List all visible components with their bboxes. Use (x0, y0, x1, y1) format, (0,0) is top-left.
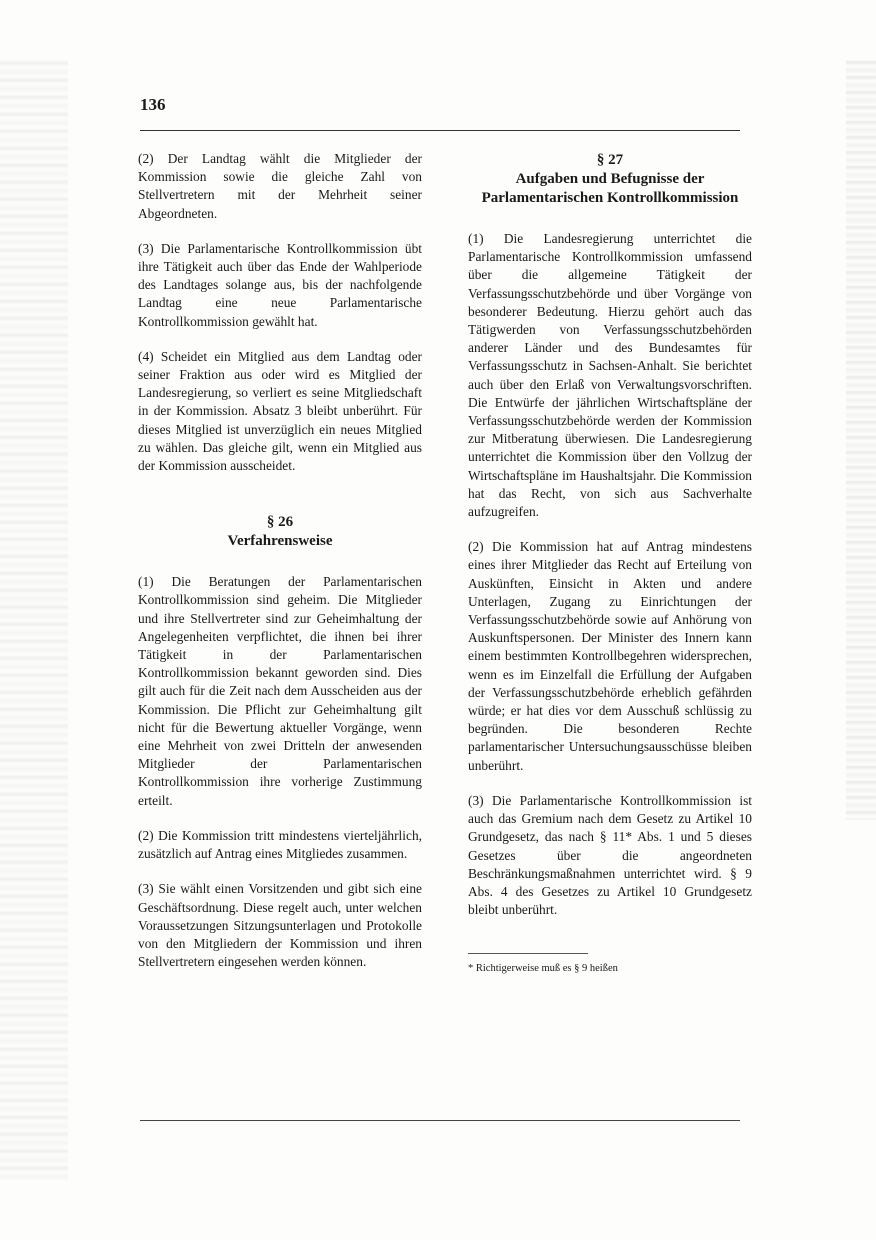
paragraph-27-3: (3) Die Parlamentarische Kontrollkommission ist auch das Gremium nach dem Gesetz zu Artikel 10 Grundgesetz, das nach § 11* Abs. 1 und 5 dieses Gesetzes über die angeordneten Beschränkungsmaßnahmen unterrichtet wird. § 9 Abs. 4 des Gesetzes zu Artikel 10 Grundgesetz bleibt unberührt. (468, 792, 752, 918)
paragraph-26-2: (2) Die Kommission tritt mindestens vierteljährlich, zusätzlich auf Antrag eines Mitgliedes zusammen. (138, 827, 422, 862)
page-number: 136 (140, 95, 166, 114)
paragraph-25-4: (4) Scheidet ein Mitglied aus dem Landtag oder seiner Fraktion aus oder wird es Mitglied der Landesregierung, so verliert es seine Mitgliedschaft in der Kommission. Absatz 3 bleibt unberührt. Für dieses Mitglied ist unverzüglich ein neues Mitglied zu wählen. Das gleiche gilt, wenn ein Mitglied aus der Kommission ausscheidet. (138, 348, 422, 474)
paragraph-25-2: (2) Der Landtag wählt die Mitglieder der Kommission sowie die gleiche Zahl von Stellvertretern mit der Mehrheit seiner Abgeordneten. (138, 151, 422, 221)
section-27-title: Aufgaben und Befugnisse der Parlamentarischen Kontrollkommission (481, 171, 739, 206)
paragraph-26-1: (1) Die Beratungen der Parlamentarischen Kontrollkommission sind geheim. Die Mitglieder und ihre Stellvertreter sind zur Geheimhaltung der Angelegenheiten verpflichtet, die ihnen bei ihrer Tätigkeit in der Parlamentarischen Kontrollkommission bekannt geworden sind. Dies gilt auch für die Zeit nach dem Ausscheiden aus der Kommission. Die Pflicht zur Geheimhaltung gilt nicht für die Bewertung aktueller Vorgänge, wenn eine Mehrheit von zwei Dritteln der anwesenden Mitglieder der Parlamentarischen Kontrollkommission ihre vorherige Zustimmung erteilt. (138, 574, 422, 808)
footer-rule (140, 1120, 740, 1121)
paragraph-25-3: (3) Die Parlamentarische Kontrollkommission übt ihre Tätigkeit auch über das Ende der Wahlperiode des Landtages solange aus, bis der nachfolgende Landtag eine neue Parlamentarische Kontrollkommission gewählt hat. (138, 240, 422, 329)
scan-edge-right (846, 60, 876, 820)
spacer (138, 492, 422, 512)
section-26-heading (138, 512, 422, 551)
section-27-heading (468, 150, 752, 208)
section-27-number: § 27 (596, 152, 624, 168)
footnote: * Richtigerweise muß es § 9 heißen (468, 963, 618, 975)
scan-edge-left (0, 60, 68, 1180)
right-column (468, 150, 752, 976)
left-column (138, 150, 422, 988)
paragraph-27-1: (1) Die Landesregierung unterrichtet die Parlamentarische Kontrollkommission umfassend über die allgemeine Tätigkeit der Verfassungsschutzbehörde und über Vorgänge von besonderer Bedeutung. Hierzu gehört auch das Tätigwerden von Verfassungsschutzbehörden anderer Länder und des Bundesamtes für Verfassungsschutz in Sachsen-Anhalt. Sie berichtet auch über den Erlaß von Verwaltungsvorschriften. Die Entwürfe der jährlichen Wirtschaftspläne der Verfassungsschutzbehörde werden der Kommission zur Mitberatung überwiesen. Die Landesregierung unterrichtet die Kommission über den Vollzug der Wirtschaftspläne im Haushaltsjahr. Die Kommission hat das Recht, von sich aus Sachverhalte aufzugreifen. (468, 231, 752, 520)
section-26-title: Verfahrensweise (227, 533, 333, 550)
paragraph-26-3: (3) Sie wählt einen Vorsitzenden und gibt sich eine Geschäftsordnung. Diese regelt auch, unter welchen Voraussetzungen Sitzungsunterlagen und Protokolle von den Mitgliedern der Kommission und ihren Stellvertretern eingesehen werden können. (138, 881, 422, 970)
header-rule (140, 130, 740, 131)
footnote-rule (468, 953, 588, 954)
section-26-number: § 26 (266, 514, 294, 531)
paragraph-27-2: (2) Die Kommission hat auf Antrag mindestens eines ihrer Mitglieder das Recht auf Erteilung von Auskünften, Einsicht in Akten und andere Unterlagen, Zugang zu Einrichtungen der Verfassungsschutzbehörde sowie auf Anhörung von Auskunftspersonen. Der Minister des Innern kann einem bestimmten Kontrollbegehren widersprechen, wenn es im Einzelfall die Erfüllung der Aufgaben der Verfassungsschutzbehörde erheblich gefährden würde; er hat dies vor dem Ausschuß schlüssig zu begründen. Die besonderen Rechte parlamentarischer Untersuchungsausschüsse bleiben unberührt. (468, 539, 752, 773)
